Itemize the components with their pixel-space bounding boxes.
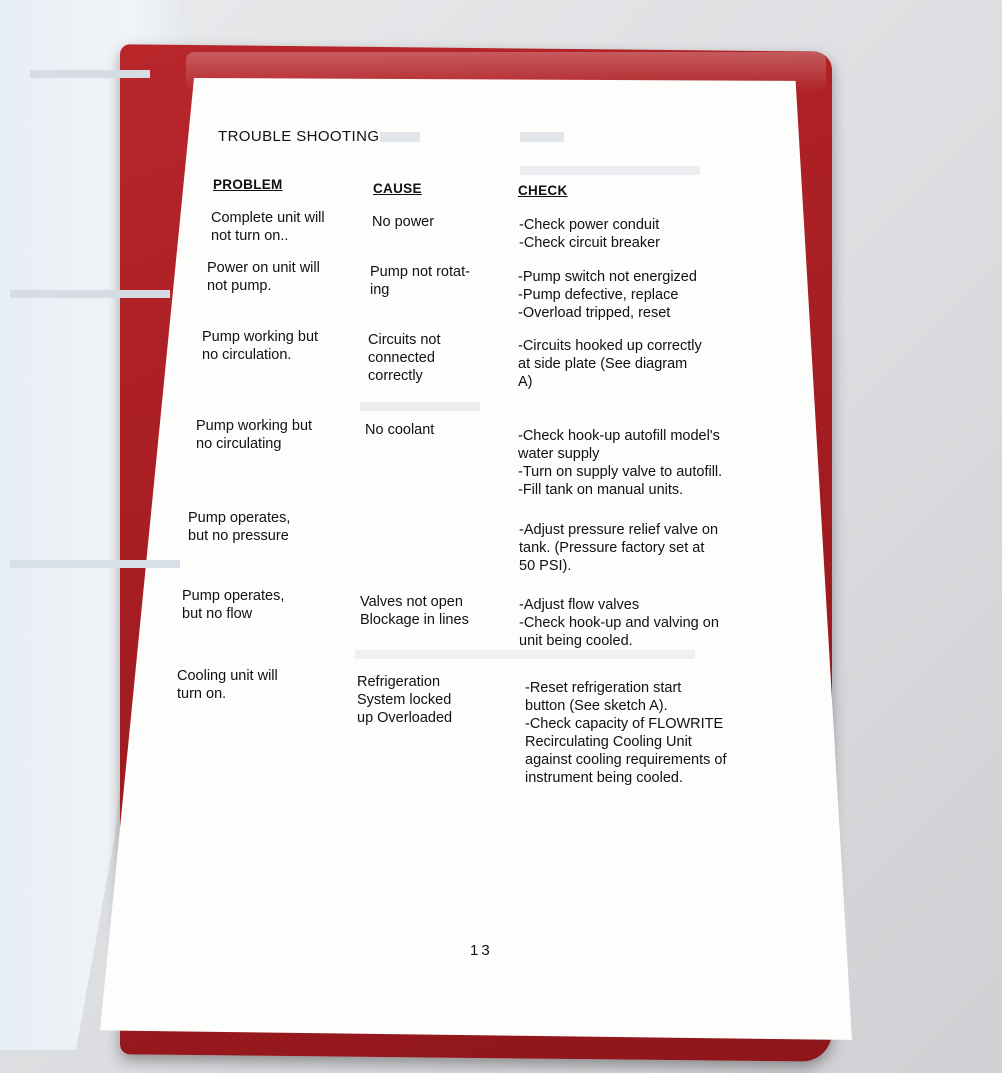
row-3-cause: Circuits not connected correctly xyxy=(368,332,441,384)
header-check: CHECK xyxy=(518,183,568,198)
bleed-through-mark xyxy=(360,402,480,411)
row-6-problem: Pump operates, but no flow xyxy=(182,588,285,622)
row-7-check: -Reset refrigeration start button (See sketch A). -Check capacity of FLOWRITE Recirculating Cooling Unit against cooling requirements of instrument being cooled. xyxy=(525,680,727,786)
bleed-through-mark xyxy=(10,560,180,568)
bleed-through-mark xyxy=(355,650,695,659)
row-3-check: -Circuits hooked up correctly at side plate (See diagram A) xyxy=(518,338,702,390)
row-5-problem: Pump operates, but no pressure xyxy=(188,510,291,544)
row-1-check: -Check power conduit -Check circuit breaker xyxy=(519,217,661,251)
bleed-through-mark xyxy=(30,70,150,78)
row-4-cause: No coolant xyxy=(365,422,435,438)
bleed-through-mark xyxy=(380,132,420,142)
row-6-check: -Adjust flow valves -Check hook-up and valving on unit being cooled. xyxy=(519,597,719,649)
row-1-cause: No power xyxy=(372,214,435,230)
row-5-check: -Adjust pressure relief valve on tank. (Pressure factory set at 50 PSI). xyxy=(519,522,719,574)
row-3-problem: Pump working but no circulation. xyxy=(202,329,319,363)
header-problem: PROBLEM xyxy=(213,177,283,192)
row-4-problem: Pump working but no circulating xyxy=(196,418,313,452)
header-cause: CAUSE xyxy=(373,181,422,196)
row-7-problem: Cooling unit will turn on. xyxy=(177,668,278,702)
row-1-problem: Complete unit will not turn on.. xyxy=(211,210,325,244)
row-7-cause: Refrigeration System locked up Overloaded xyxy=(357,674,453,726)
page-number: 13 xyxy=(470,942,493,959)
row-6-cause: Valves not open Blockage in lines xyxy=(360,594,469,628)
document-title: TROUBLE SHOOTING xyxy=(218,128,380,145)
bleed-through-mark xyxy=(520,132,564,142)
row-4-check: -Check hook-up autofill model's water supply -Turn on supply valve to autofill. -Fill tank on manual units. xyxy=(518,428,723,498)
row-2-check: -Pump switch not energized -Pump defective, replace -Overload tripped, reset xyxy=(518,269,697,321)
row-2-cause: Pump not rotat- ing xyxy=(370,264,470,298)
bleed-through-mark xyxy=(10,290,170,298)
bleed-through-mark xyxy=(520,166,700,175)
row-2-problem: Power on unit will not pump. xyxy=(207,260,320,294)
